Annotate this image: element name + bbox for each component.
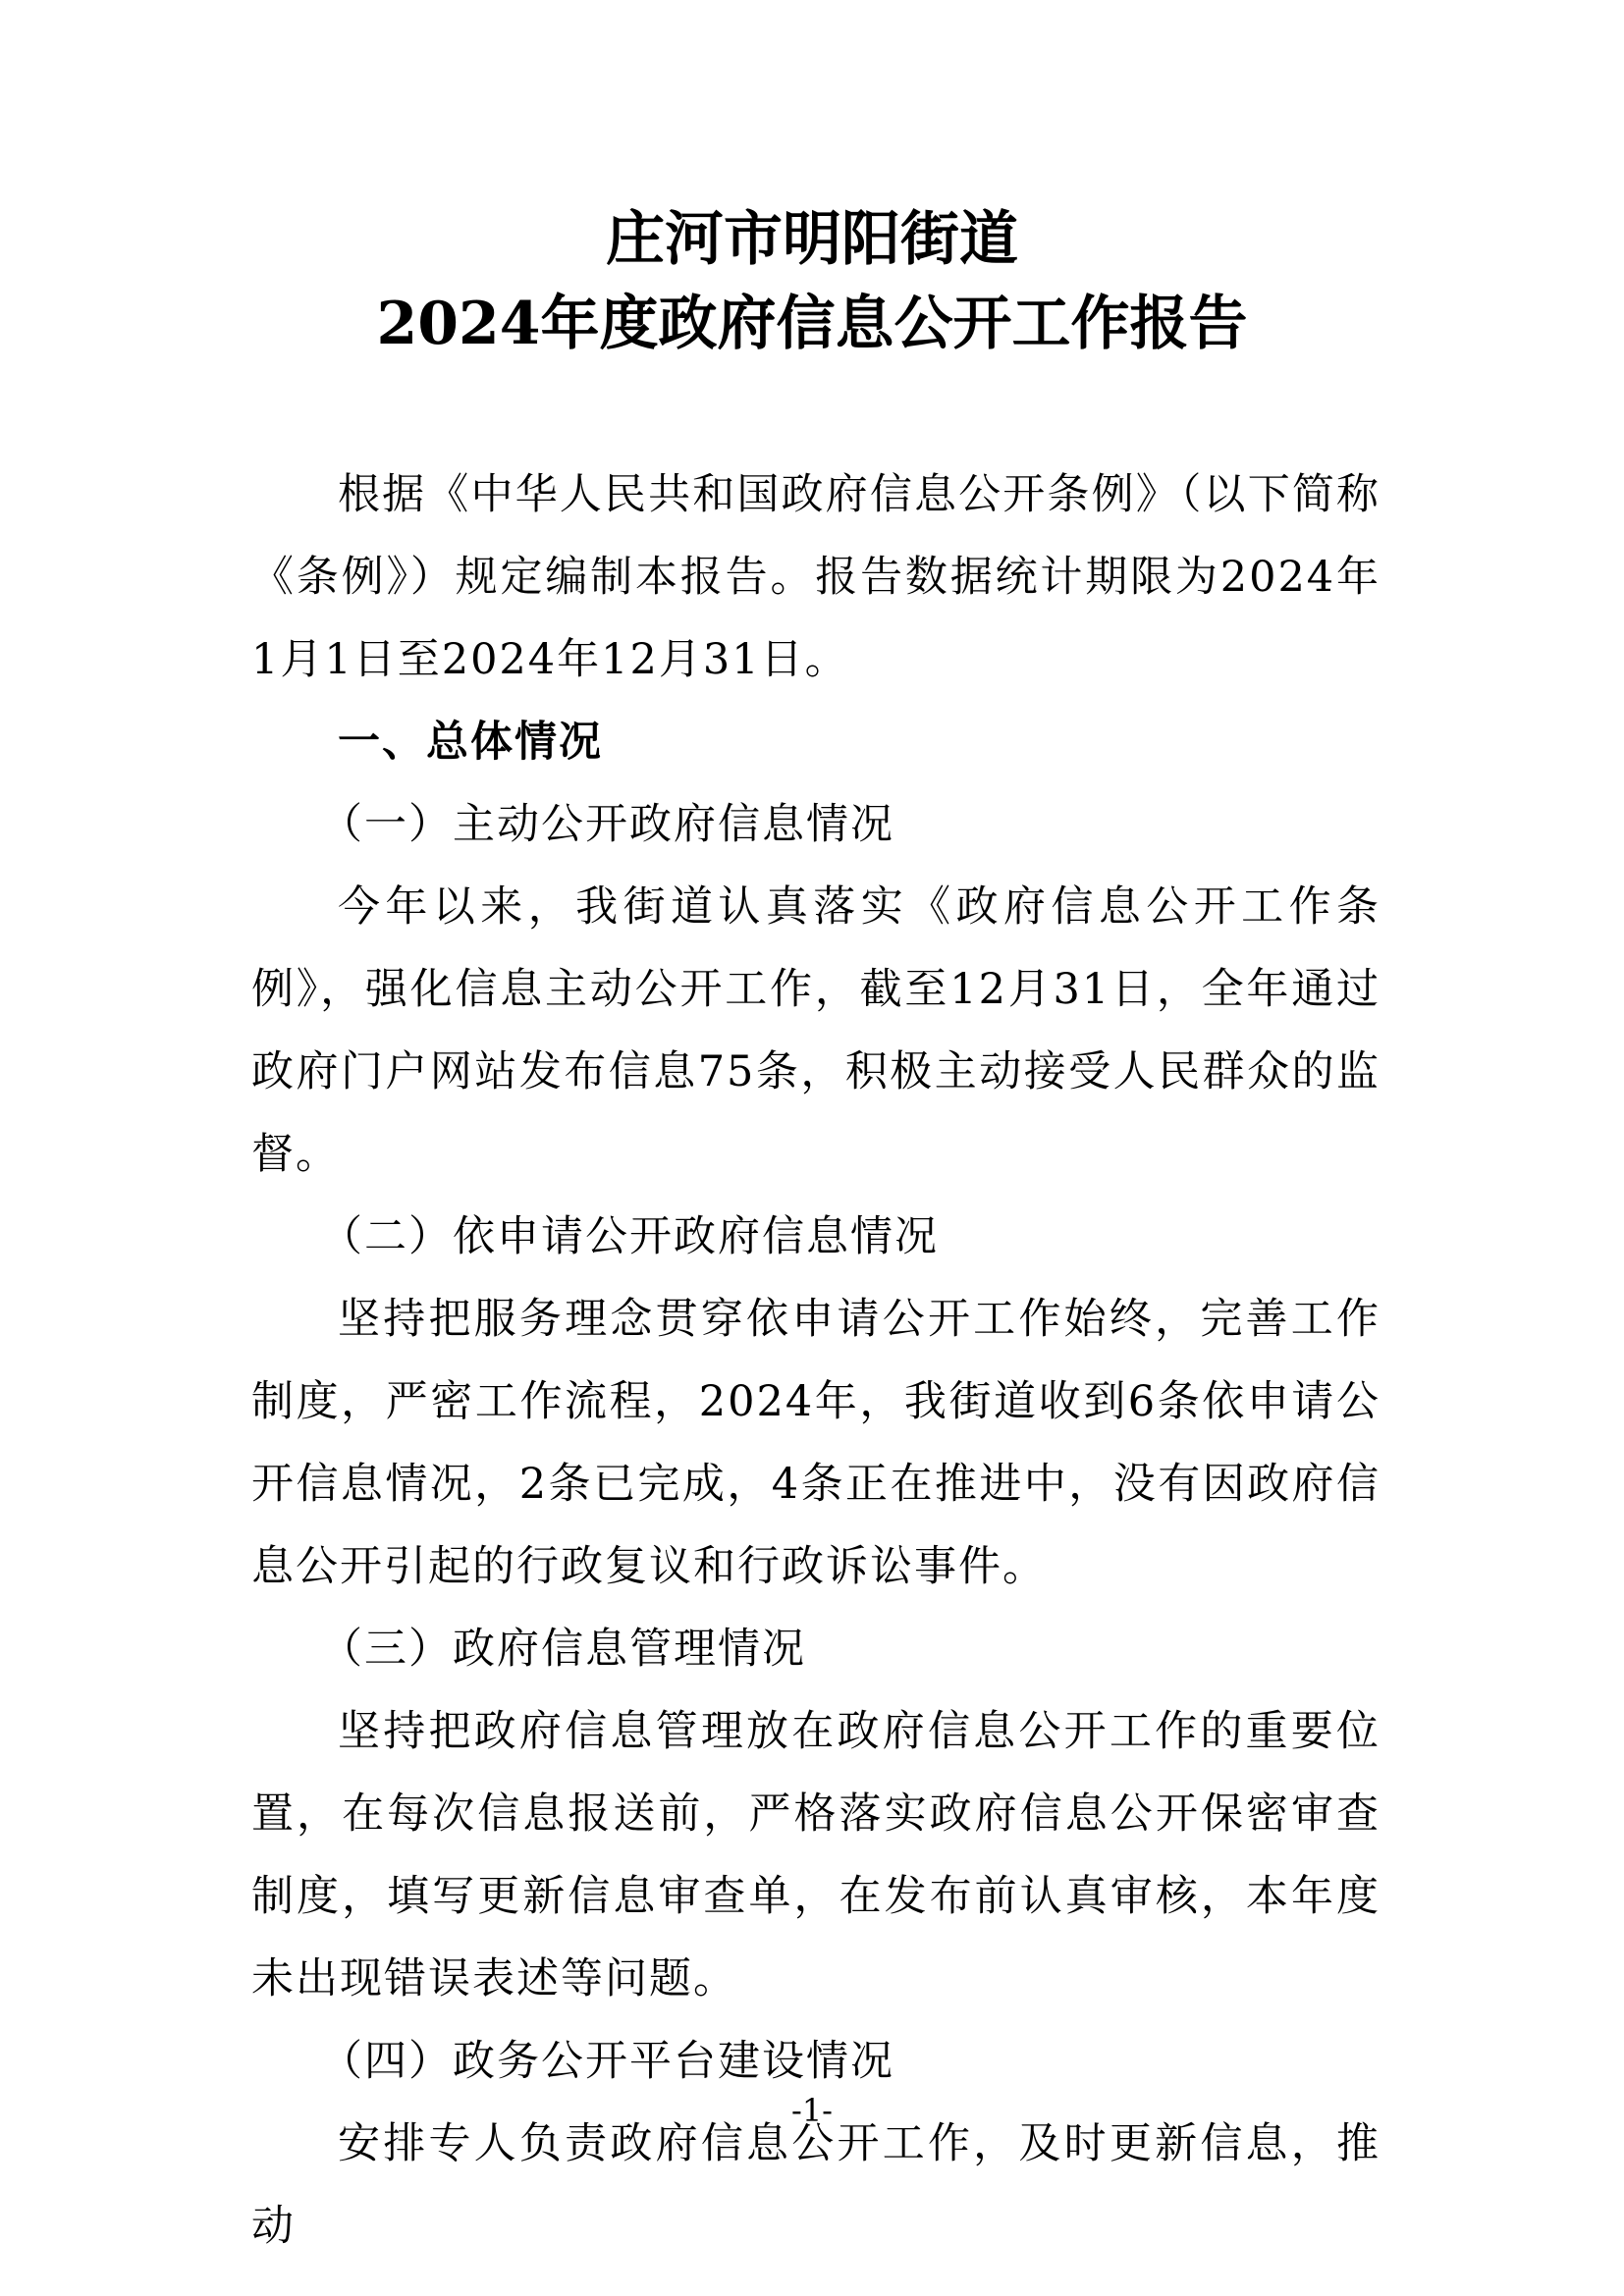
- paragraph-information-management: 坚持把政府信息管理放在政府信息公开工作的重要位置，在每次信息报送前，严格落实政府信息公开保密审查制度，填写更新信息审查单，在发布前认真审核，本年度未出现错误表述等问题。: [251, 1707, 1380, 2003]
- document-body: [251, 454, 1380, 2268]
- document-title-line-1: 庄河市明阳街道: [606, 205, 1018, 274]
- paragraph-platform-construction: 安排专人负责政府信息公开工作，及时更新信息，推动: [251, 2119, 1380, 2251]
- paragraph-proactive-disclosure: 今年以来，我街道认真落实《政府信息公开工作条例》，强化信息主动公开工作，截至12月31日，全年通过政府门户网站发布信息75条，积极主动接受人民群众的监督。: [251, 882, 1380, 1179]
- document-title-line-2: 2024年度政府信息公开工作报告: [376, 290, 1248, 358]
- paragraph-application-disclosure: 坚持把服务理念贯穿依申请公开工作始终，完善工作制度，严密工作流程，2024年，我街道收到6条依申请公开信息情况，2条已完成，4条正在推进中，没有因政府信息公开引起的行政复议和行政诉讼事件。: [251, 1295, 1380, 1591]
- subsection-heading-proactive-disclosure: （一）主动公开政府信息情况: [320, 800, 894, 849]
- intro-paragraph: 根据《中华人民共和国政府信息公开条例》（以下简称《条例》）规定编制本报告。报告数据统计期限为2024年1月1日至2024年12月31日。: [251, 470, 1380, 684]
- subsection-heading-platform-construction: （四）政务公开平台建设情况: [320, 2037, 894, 2086]
- subsection-heading-information-management: （三）政府信息管理情况: [320, 1625, 806, 1674]
- subsection-heading-application-disclosure: （二）依申请公开政府信息情况: [320, 1212, 939, 1261]
- section-heading-overview: 一、总体情况: [338, 718, 603, 767]
- page-number: -1-: [791, 2092, 833, 2129]
